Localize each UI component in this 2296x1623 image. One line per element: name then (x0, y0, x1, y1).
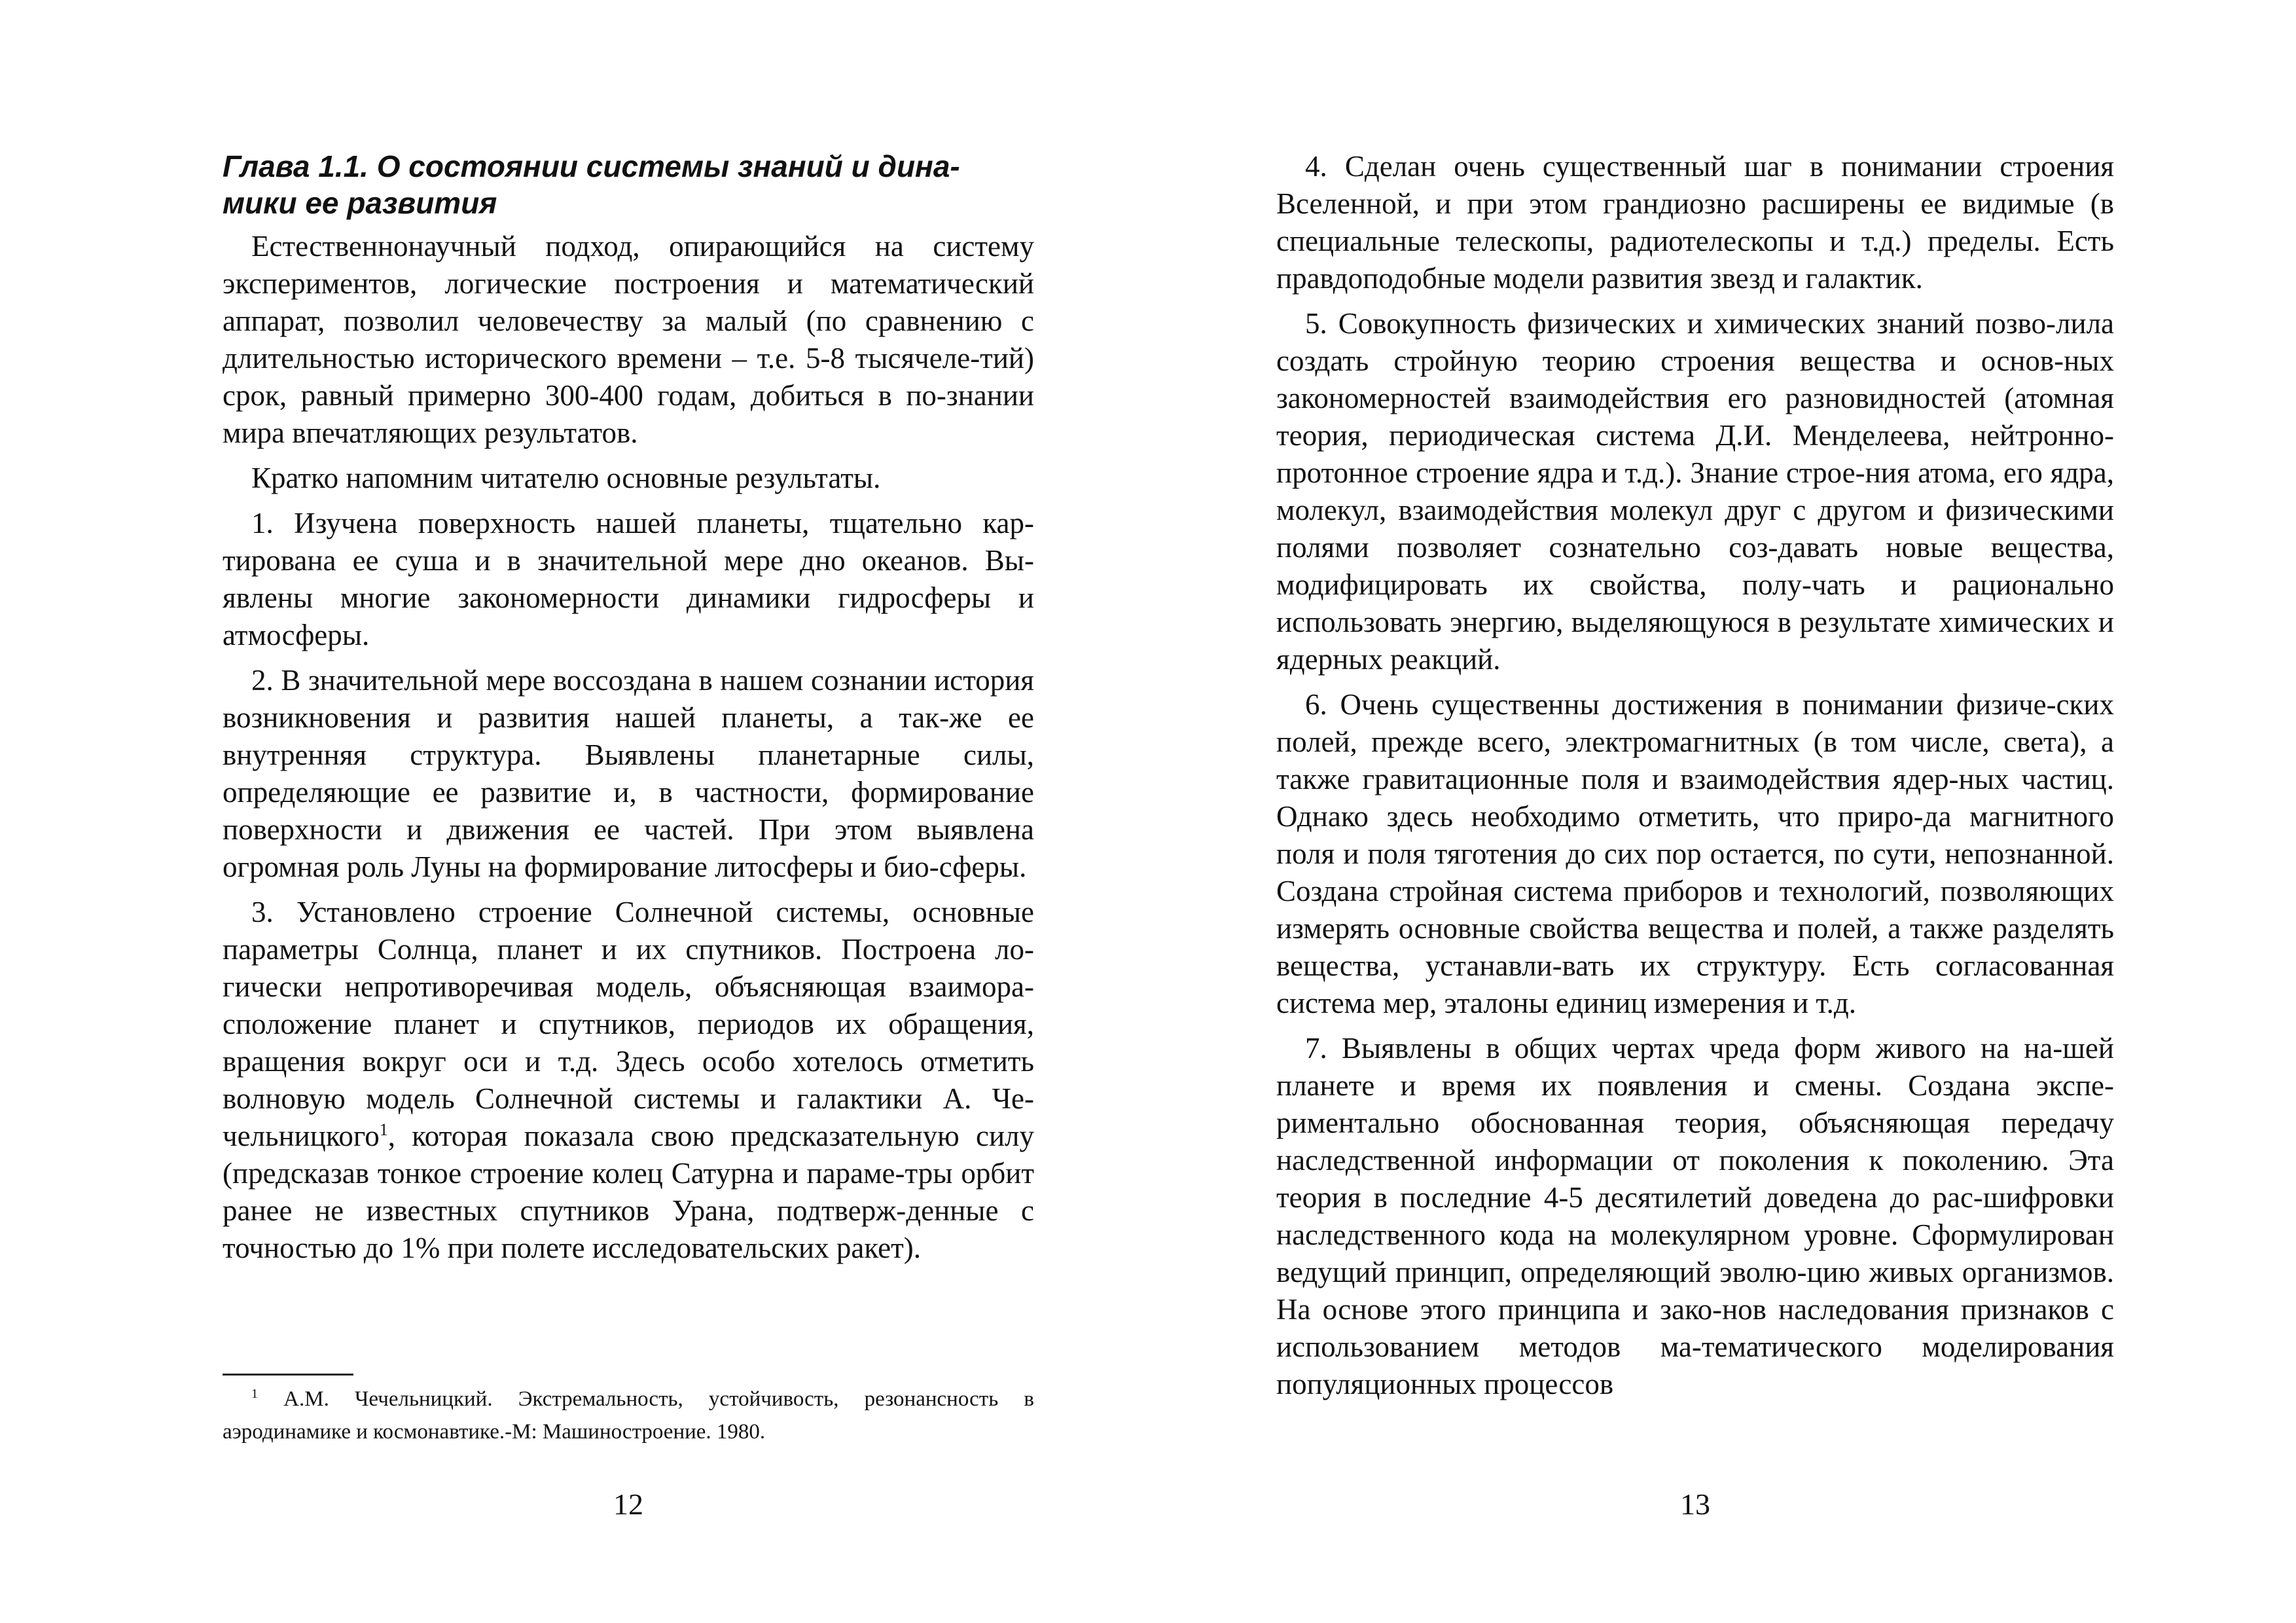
paragraph-result-3 (223, 894, 1034, 1267)
footnote-reference[interactable]: 1 (379, 1120, 388, 1139)
paragraph-result-3-text: 3. Установлено строение Солнечной системы, основные параметры Солнца, планет и их спутников. Построена ло-гически непротиворечивая модель, объясняющая взаимора-сположение планет и спутников, периодов их обращения, вращения вокруг оси и т.д. Здесь особо хотелось отметить волновую модель Солнечной системы и галактики А. Че-чельницкого (223, 896, 1034, 1152)
paragraph-intro: Естественнонаучный подход, опирающийся на систему экспериментов, логические построения и математический аппарат, позволил человечеству за малый (по сравнению с длительностью исторического времени – т.е. 5-8 тысячеле-тий) срок, равный примерно 300-400 годам, добиться в по-знании мира впечатляющих результатов. (223, 230, 1034, 449)
page-number-right: 13 (1680, 1487, 1710, 1521)
paragraph-result-5: 5. Совокупность физических и химических знаний позво-лила создать стройную теорию строения вещества и основ-ных закономерностей взаимодействия его разновидностей (атомная теория, периодическая система Д.И. Менделеева, нейтронно-протонное строение ядра и т.д.). Знание строе-ния атома, его ядра, молекул, взаимодействия молекул друг с другом и физическими полями позволяет сознательно соз-давать новые вещества, модифицировать их свойства, полу-чать и рационально использовать энергию, выделяющуюся в результате химических и ядерных реакций. (1276, 307, 2114, 676)
paragraph-result-3-continuation: , которая показала свою предсказательную силу (предсказав тонкое строение колец Сатурна и параме-тры орбит ранее не известных спутников Урана, подтверж-денные с точностью до 1% при полете исследовательских ракет). (223, 1120, 1034, 1264)
paragraph-summary-lead: Кратко напомним читателю основные результаты. (251, 462, 881, 494)
paragraph-result-7: 7. Выявлены в общих чертах чреда форм живого на на-шей планете и время их появления и смены. Создана экспе-риментально обоснованная теория, объясняющая передачу наследственной информации от поколения к поколению. Эта теория в последние 4-5 десятилетий доведена до рас-шифровки наследственного кода на молекулярном уровне. Сформулирован ведущий принцип, определяющий эволю-цию живых организмов. На основе этого принципа и зако-нов наследования признаков с использованием методов ма-тематического моделирования популяционных процессов (1276, 1032, 2114, 1400)
page-number-left: 12 (613, 1487, 643, 1521)
paragraph-result-4: 4. Сделан очень существенный шаг в понимании строения Вселенной, и при этом грандиозно расширены ее видимые (в специальные телескопы, радиотелескопы и т.д.) пределы. Есть правдоподобные модели развития звезд и галактик. (1276, 150, 2114, 295)
footnote (223, 1383, 1034, 1448)
paragraph-result-2: 2. В значительной мере воссоздана в нашем сознании история возникновения и развития нашей планеты, а так-же ее внутренняя структура. Выявлены планетарные силы, определяющие ее развитие и, в частности, формирование поверхности и движения ее частей. При этом выявлена огромная роль Луны на формирование литосферы и био-сферы. (223, 664, 1034, 883)
left-page-text (223, 148, 1034, 1275)
paragraph-result-6: 6. Очень существенны достижения в понимании физиче-ских полей, прежде всего, электромагнитных (в том числе, света), а также гравитационные поля и взаимодействия ядер-ных частиц. Однако здесь необходимо отметить, что приро-да магнитного поля и поля тяготения до сих пор остается, по сути, непознанной. Создана стройная система приборов и технологий, позволяющих измерять основные свойства вещества и полей, а также разделять вещества, устанавли-вать их структуру. Есть согласованная система мер, эталоны единиц измерения и т.д. (1276, 688, 2114, 1019)
footnote-divider (223, 1374, 353, 1376)
paragraph-result-1: 1. Изучена поверхность нашей планеты, тщательно кар-тирована ее суша и в значительной мере дно океанов. Вы-явлены многие закономерности динамики гидросферы и атмосферы. (223, 507, 1034, 651)
right-page (1276, 0, 2114, 1623)
right-page-text (1276, 148, 2114, 1411)
footnote-text: А.М. Чечельницкий. Экстремальность, устойчивость, резонансность в аэродинамике и космонавтике.-М: Машиностроение. 1980. (223, 1387, 1034, 1444)
footnote-marker: 1 (251, 1387, 258, 1401)
chapter-title (223, 148, 1034, 221)
chapter-title-text: Глава 1.1. О состоянии системы знаний и дина- мики ее развития (223, 149, 960, 220)
left-page (223, 0, 1034, 1623)
